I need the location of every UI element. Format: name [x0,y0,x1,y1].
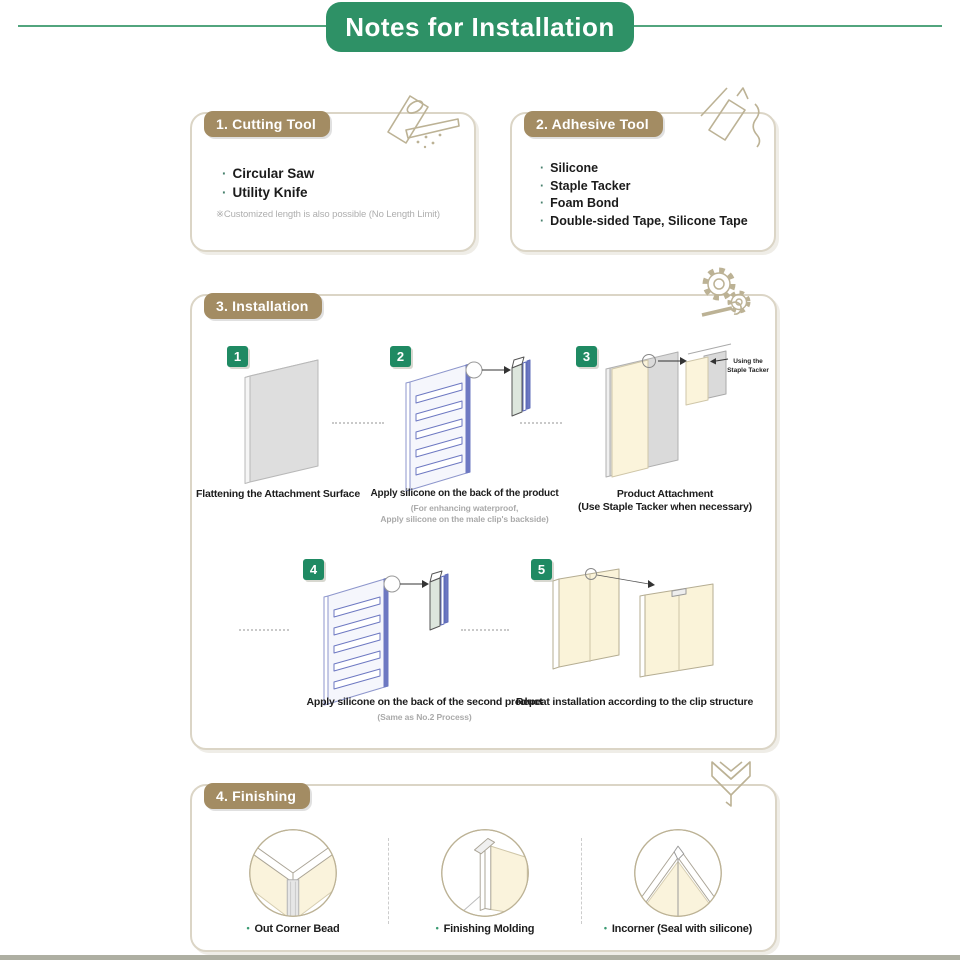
finishing-molding-diagram [437,825,533,921]
bottom-section-strip [0,955,960,960]
step-2-silicone-diagram [392,352,532,497]
list-item: · Silicone [540,160,748,178]
step-2-caption-sub2: Apply silicone on the male clip's backside) [380,513,549,524]
silicone-tube-icon [695,86,771,150]
step-3-attachment-diagram [582,342,732,492]
finishing-label-out-corner: • Out Corner Bead [220,923,366,935]
list-item: · Staple Tacker [540,178,748,196]
step-4-number: 4 [303,559,324,580]
dotted-separator [520,422,562,424]
dotted-separator [239,629,289,631]
step-3-annotation [720,358,776,375]
dotted-separator [332,422,384,424]
step-2-caption-sub1: (For enhancing waterproof, [410,502,519,513]
step-4-silicone-diagram [310,566,450,711]
step-1-caption: Flattening the Attachment Surface [196,488,360,500]
adhesive-tool-list [540,160,748,230]
step-3-annotation-line1: Using the [733,358,763,365]
finishing-label-molding: • Finishing Molding [412,923,558,935]
step-3-caption-line1: Product Attachment [616,488,714,500]
step-3-caption-line2: (Use Staple Tacker when necessary) [578,500,752,513]
list-item: · Utility Knife [222,183,314,202]
step-1-number: 1 [227,346,248,367]
section-installation [190,294,777,750]
step-2-caption-main: Apply silicone on the back of the product [370,488,559,499]
section-cutting-header: 1. Cutting Tool [204,111,330,137]
step-1-panel-diagram [234,354,329,489]
section-installation-header: 3. Installation [204,293,322,319]
step-2-number: 2 [390,346,411,367]
corner-bead-icon [702,758,760,812]
utility-knife-icon [362,82,477,150]
gear-wrench-icon [692,262,758,322]
incorner-diagram [630,825,726,921]
section-adhesive-header: 2. Adhesive Tool [524,111,663,137]
out-corner-bead-diagram [245,825,341,921]
list-item: · Double-sided Tape, Silicone Tape [540,213,748,231]
dashed-separator [388,838,389,924]
step-3-annotation-line2: Staple Tacker [727,366,769,374]
section-finishing [190,784,777,952]
step-5-repeat-diagram [545,565,725,700]
step-3-caption [550,488,780,513]
step-4-caption-main: Apply silicone on the back of the second product [306,696,543,708]
page-title-banner [326,2,634,52]
dotted-separator [461,629,509,631]
finishing-label-incorner: • Incorner (Seal with silicone) [585,923,771,935]
list-item: · Circular Saw [222,164,314,183]
step-5-caption: Repeat installation according to the clip structure [515,696,754,708]
dashed-separator [581,838,582,924]
step-2-caption [367,488,562,525]
cutting-note: ※Customized length is also possible (No Length Limit) [216,209,440,220]
step-5-number: 5 [531,559,552,580]
page-title: Notes for Installation [345,11,615,42]
cutting-tool-list [222,164,314,202]
section-finishing-header: 4. Finishing [204,783,310,809]
list-item: · Foam Bond [540,195,748,213]
step-3-number: 3 [576,346,597,367]
step-4-caption-sub1: (Same as No.2 Process) [377,711,472,722]
